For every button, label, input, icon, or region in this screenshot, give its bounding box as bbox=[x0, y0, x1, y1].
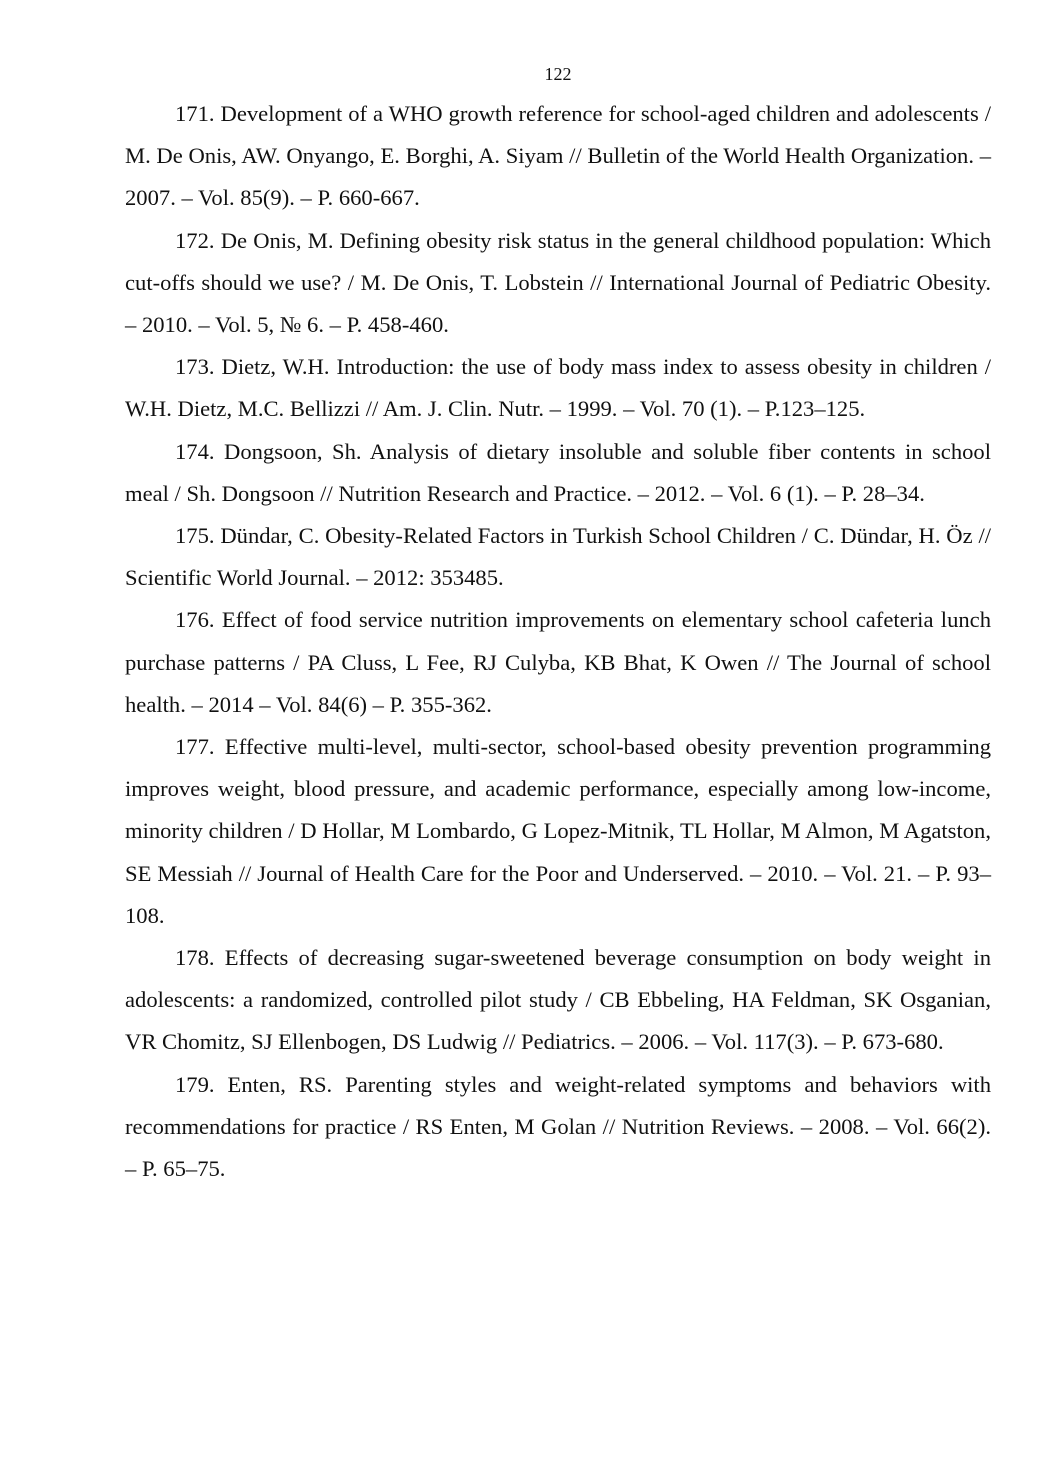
reference-172: 172. De Onis, M. Defining obesity risk status in the general childhood population: Which cut-offs should we use? / M. De Onis, T. Lobstein // International Journal of Pediatric Obesity. – 2010. – Vol. 5, № 6. – P. 458-460. bbox=[125, 227, 991, 338]
reference-176: 176. Effect of food service nutrition improvements on elementary school cafeteria lunch purchase patterns / PA Cluss, L Fee, RJ Culyba, KB Bhat, K Owen // The Journal of school health. – 2014 – Vol. 84(6) – P. 355-362. bbox=[125, 607, 991, 717]
page-number: 122 bbox=[544, 64, 572, 84]
reference-173: 173. Dietz, W.H. Introduction: the use of body mass index to assess obesity in children / W.H. Dietz, M.C. Bellizzi // Am. J. Clin. Nutr. – 1999. – Vol. 70 (1). – P.123–125. bbox=[125, 354, 991, 422]
reference-list bbox=[125, 93, 991, 1190]
reference-179: 179. Enten, RS. Parenting styles and weight-related symptoms and behaviors with recommendations for practice / RS Enten, M Golan // Nutrition Reviews. – 2008. – Vol. 66(2). – P. 65–75. bbox=[125, 1071, 991, 1182]
reference-171: 171. Development of a WHO growth reference for school-aged children and adolescents / M. De Onis, AW. Onyango, E. Borghi, A. Siyam // Bulletin of the World Health Organization. – 2007. – Vol. 85(9). – P. 660-667. bbox=[125, 101, 991, 211]
reference-177: 177. Effective multi-level, multi-sector, school-based obesity prevention programming improves weight, blood pressure, and academic performance, especially among low-income, minority children / D Hollar, M Lombardo, G Lopez-Mitnik, TL Hollar, M Almon, M Agatston, SE Messiah // Journal of Health Care for the Poor and Underserved. – 2010. – Vol. 21. – P. 93–108. bbox=[125, 734, 991, 928]
reference-175: 175. Dündar, C. Obesity-Related Factors in Turkish School Children / C. Dündar, H. Öz // Scientific World Journal. – 2012: 353485. bbox=[125, 523, 991, 591]
reference-174: 174. Dongsoon, Sh. Analysis of dietary insoluble and soluble fiber contents in school meal / Sh. Dongsoon // Nutrition Research and Practice. – 2012. – Vol. 6 (1). – P. 28–34. bbox=[125, 438, 991, 506]
reference-178: 178. Effects of decreasing sugar-sweetened beverage consumption on body weight in adolescents: a randomized, controlled pilot study / CB Ebbeling, HA Feldman, SK Osganian, VR Chomitz, SJ Ellenbogen, DS Ludwig // Pediatrics. – 2006. – Vol. 117(3). – P. 673-680. bbox=[125, 945, 991, 1055]
